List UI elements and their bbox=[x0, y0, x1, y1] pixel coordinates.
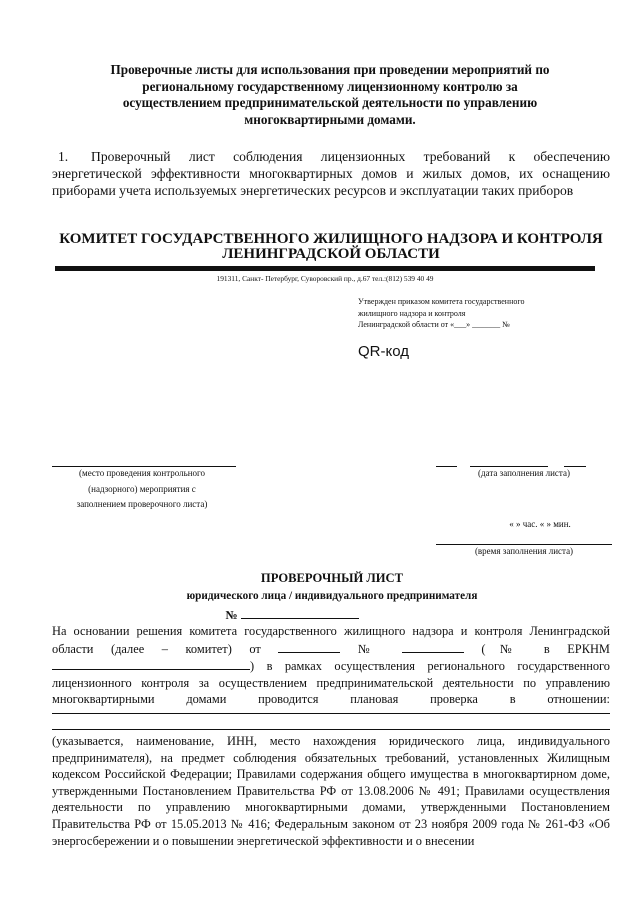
number-sign: № bbox=[225, 608, 238, 622]
place-caption-line: (место проведения контрольного bbox=[79, 468, 205, 478]
time-field: « » час. « » мин. bbox=[509, 519, 571, 529]
body-word: области bbox=[52, 641, 94, 656]
qr-code-placeholder: QR-код bbox=[358, 343, 409, 360]
body-line: многоквартирными домами проводится плановая проверка в отношении: bbox=[52, 692, 610, 707]
body-word: от bbox=[249, 641, 261, 656]
time-caption: (время заполнения листа) bbox=[474, 546, 574, 556]
approval-note bbox=[358, 296, 598, 331]
place-caption-line: заполнением проверочного листа) bbox=[76, 499, 208, 509]
approval-line: Утвержден приказом комитета государственного bbox=[358, 297, 525, 306]
checklist-title: ПРОВЕРОЧНЫЙ ЛИСТ bbox=[260, 571, 404, 585]
basis-paragraph bbox=[52, 623, 610, 708]
erknm-number-field bbox=[52, 657, 250, 670]
body-line: На основании решения комитета государственного жилищного надзора и контроля Ленинградской bbox=[52, 624, 610, 638]
header-rule bbox=[55, 266, 595, 271]
place-caption-line: (надзорного) мероприятия с bbox=[88, 483, 196, 494]
approval-line: жилищного надзора и контроля bbox=[358, 308, 466, 318]
body-word: ЕРКНМ bbox=[567, 641, 610, 656]
body-line bbox=[52, 640, 610, 658]
committee-name-line2: ЛЕНИНГРАДСКОЙ ОБЛАСТИ bbox=[222, 245, 440, 262]
requirements-paragraph: (указывается, наименование, ИНН, место нахождения юридического лица, индивидуального предпринимателя), на предмет соблюдения обязательных требований, установленных Жилищным кодексом Российской Федерации; Правилами содержания общего имущества в многоквартирном доме, утвержденными Постановлением Правительства РФ от 13.08.2006 № 491; Правилами осуществления деятельности по управлению многоквартирными домами, утвержденными Постановлением Правительства РФ от 15.05.2013 № 416; Федеральным законом от 23 ноября 2009 года № 261-ФЗ «Об энергосбережении и о повышении энергетической эффективности и о внесении bbox=[52, 734, 610, 848]
committee-header bbox=[52, 232, 610, 261]
subject-fill-line bbox=[52, 713, 610, 714]
subject-fill-line bbox=[52, 729, 610, 730]
body-line: лицензионного контроля за осуществлением предпринимательской деятельности по управлению bbox=[52, 675, 610, 690]
place-caption bbox=[42, 466, 242, 513]
checklist-number-field bbox=[241, 606, 359, 619]
decision-date-field bbox=[278, 640, 340, 653]
body-text: ) в рамках осуществления регионального государственного bbox=[250, 659, 610, 674]
body-word: № bbox=[357, 641, 385, 656]
body-word: (далее bbox=[110, 641, 145, 656]
checklist-subtitle: юридического лица / индивидуального предпринимателя bbox=[186, 590, 478, 602]
committee-address: 191311, Санкт- Петербург, Суворовский пр., д.67 тел.:(812) 539 40 49 bbox=[216, 274, 434, 283]
document-title bbox=[70, 62, 590, 128]
committee-name-line1: КОМИТЕТ ГОСУДАРСТВЕННОГО ЖИЛИЩНОГО НАДЗОРА И КОНТРОЛЯ bbox=[59, 231, 603, 247]
date-caption: (дата заполнения листа) bbox=[478, 468, 570, 478]
body-word: комитет) bbox=[185, 641, 232, 656]
item-number: 1. bbox=[58, 149, 69, 164]
decision-number-field bbox=[402, 640, 464, 653]
body-word: (№ bbox=[481, 641, 527, 656]
title-line: осуществлением предпринимательской деятельности по управлению bbox=[122, 95, 538, 110]
title-line: Проверочные листы для использования при проведении мероприятий по bbox=[110, 62, 550, 77]
checklist-item-1 bbox=[52, 148, 610, 200]
approval-line: Ленинградской области от «___» _______ № bbox=[358, 320, 510, 329]
body-line bbox=[52, 657, 610, 675]
title-line: многоквартирными домами. bbox=[244, 111, 416, 127]
title-line: региональному государственному лицензионному контролю за bbox=[142, 78, 518, 94]
item-text: Проверочный лист соблюдения лицензионных требований к обеспечению энергетической эффективности многоквартирных домов и жилых домов, их оснащению приборами учета используемых энергетических ресурсов и эксплуатации таких приборов bbox=[52, 149, 610, 199]
body-word: в bbox=[543, 641, 550, 656]
checklist-number bbox=[52, 606, 532, 623]
body-word: – bbox=[161, 641, 168, 656]
